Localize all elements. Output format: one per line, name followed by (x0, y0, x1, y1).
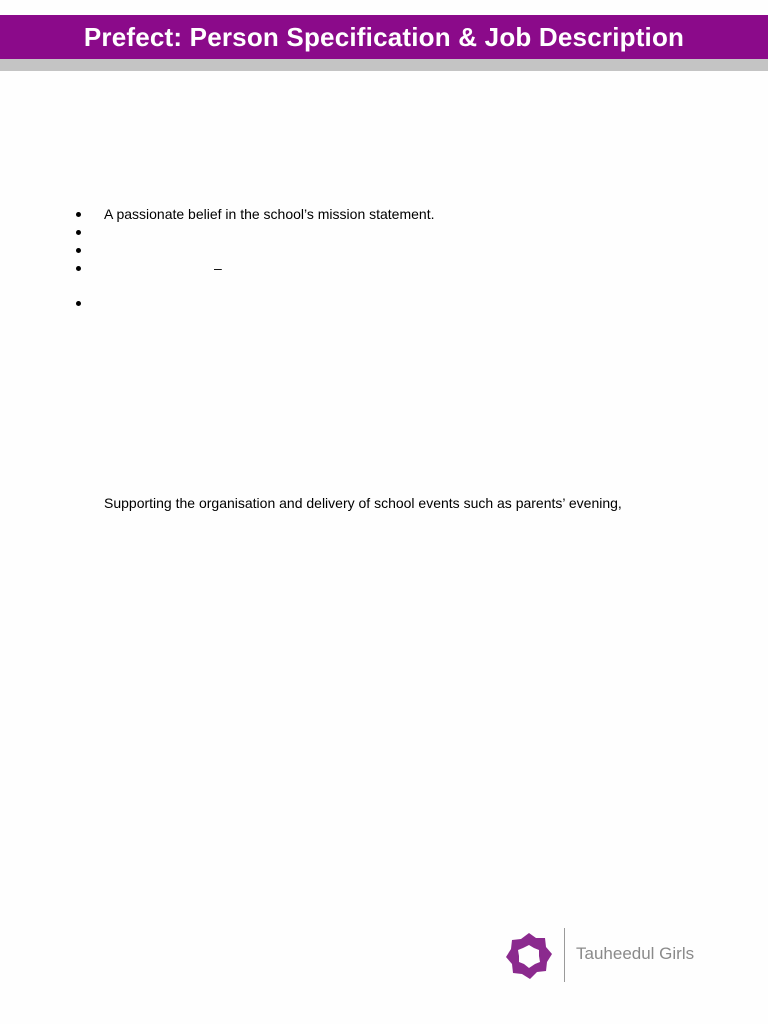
job-description-line: Supporting the organisation and delivery of school events such as parents’ evening, (104, 495, 622, 511)
bullet-icon (76, 212, 81, 217)
bullet-text: A passionate belief in the school’s mission statement. (104, 206, 435, 222)
school-logo (505, 928, 705, 982)
bullet-icon (76, 301, 81, 306)
logo-mark-icon (505, 932, 553, 980)
logo-text: Tauheedul Girls (576, 944, 695, 963)
bullet-icon (76, 266, 81, 271)
page-title: Prefect: Person Specification & Job Description (83, 21, 685, 52)
bullet-icon (76, 248, 81, 253)
logo-divider (564, 928, 565, 982)
header-divider-band (0, 59, 768, 71)
bullet-icon (76, 230, 81, 235)
title-banner (0, 15, 768, 59)
bullet-dash: – (214, 260, 222, 276)
